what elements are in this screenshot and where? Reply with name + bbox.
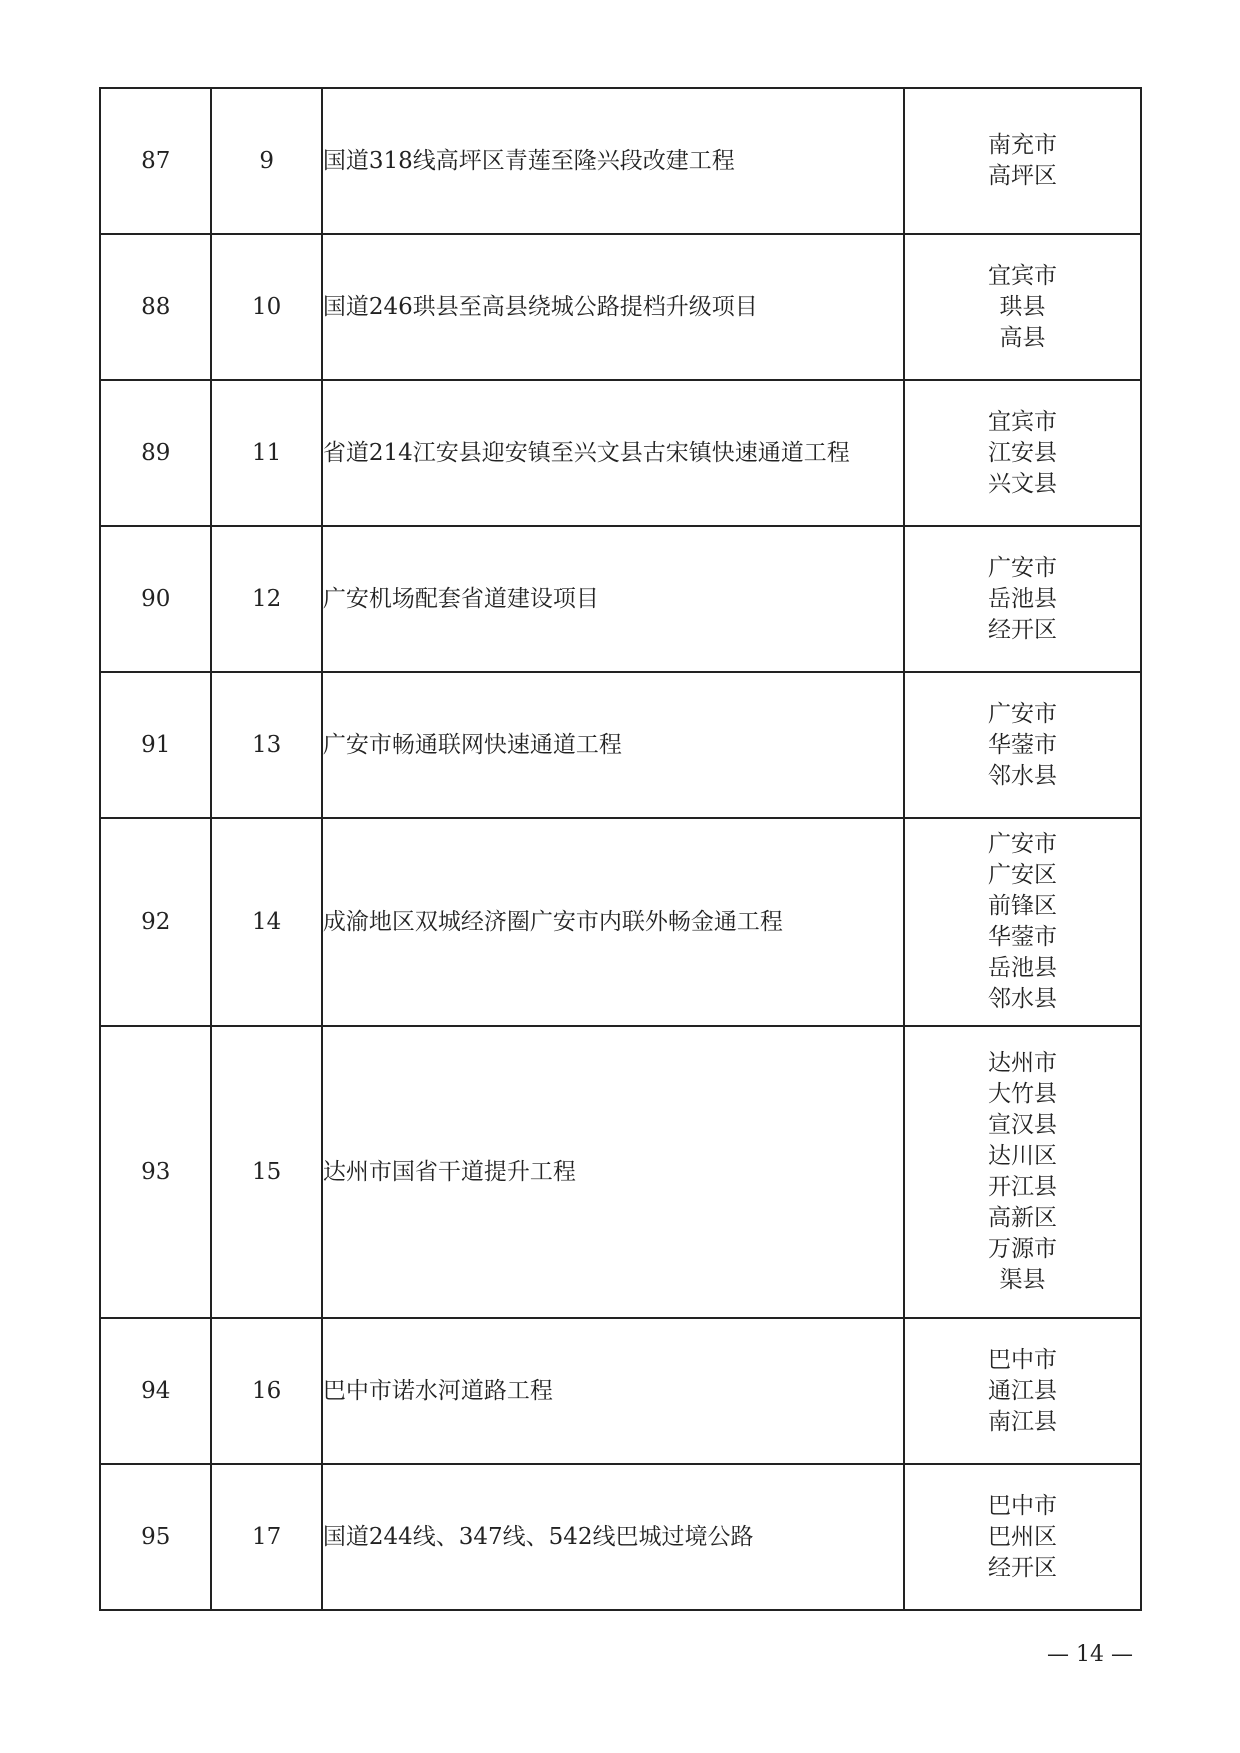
region-cell [904,1318,1141,1464]
region-name: 达州市 [988,1050,1058,1076]
region-name: 经开区 [988,616,1058,643]
row-seq-number: 95 [100,1464,211,1610]
row-sub-number: 13 [211,672,321,818]
row-seq-number: 93 [100,1026,211,1318]
project-name: 国道244线、347线、542线巴城过境公路 [322,1464,904,1610]
table-row [100,1464,1141,1610]
row-sub-number: 9 [211,88,321,234]
table-row [100,818,1141,1026]
region-cell [904,1464,1141,1610]
row-sub-number: 12 [211,526,321,672]
region-name: 华蓥市 [988,924,1058,950]
region-name: 广安市 [988,554,1058,581]
row-seq-number: 92 [100,818,211,1026]
region-cell [904,234,1141,380]
row-seq-number: 90 [100,526,211,672]
region-name: 邻水县 [988,762,1058,789]
project-name: 广安机场配套省道建设项目 [322,526,904,672]
table-row [100,1026,1141,1318]
project-table [99,87,1142,1611]
row-seq-number: 88 [100,234,211,380]
row-sub-number: 14 [211,818,321,1026]
table-row [100,526,1141,672]
region-name: 华蓥市 [988,731,1058,758]
project-name: 广安市畅通联网快速通道工程 [322,672,904,818]
region-cell [904,818,1141,1026]
row-sub-number: 10 [211,234,321,380]
row-seq-number: 94 [100,1318,211,1464]
region-name: 万源市 [988,1236,1058,1262]
region-name: 高县 [999,324,1046,351]
region-name: 宜宾市 [988,408,1058,435]
region-name: 岳池县 [988,585,1058,612]
region-name: 大竹县 [988,1081,1058,1107]
project-name: 国道246珙县至高县绕城公路提档升级项目 [322,234,904,380]
project-name: 成渝地区双城经济圈广安市内联外畅金通工程 [322,818,904,1026]
region-name: 前锋区 [988,893,1058,919]
project-name: 国道318线高坪区青莲至隆兴段改建工程 [322,88,904,234]
row-sub-number: 16 [211,1318,321,1464]
region-name: 邻水县 [988,986,1058,1012]
region-cell [904,380,1141,526]
row-sub-number: 11 [211,380,321,526]
region-name: 渠县 [999,1267,1046,1293]
region-name: 达川区 [988,1143,1058,1169]
row-seq-number: 91 [100,672,211,818]
region-name: 南江县 [988,1408,1058,1435]
region-name: 高新区 [988,1205,1058,1231]
region-name: 南充市 [988,132,1058,158]
row-sub-number: 17 [211,1464,321,1610]
region-name: 广安市 [988,831,1058,857]
region-name: 宣汉县 [988,1112,1058,1138]
region-name: 广安市 [988,700,1058,727]
row-sub-number: 15 [211,1026,321,1318]
page-number: — 14 — [1047,1642,1133,1667]
region-cell [904,1026,1141,1318]
region-name: 高坪区 [988,163,1058,189]
region-cell [904,672,1141,818]
project-name: 巴中市诺水河道路工程 [322,1318,904,1464]
project-name: 省道214江安县迎安镇至兴文县古宋镇快速通道工程 [322,380,904,526]
region-name: 巴中市 [988,1346,1058,1373]
table-row [100,672,1141,818]
region-name: 通江县 [988,1377,1058,1404]
region-name: 兴文县 [988,470,1058,497]
table-row [100,380,1141,526]
region-name: 巴州区 [988,1523,1058,1550]
region-name: 宜宾市 [988,262,1058,289]
table-row [100,1318,1141,1464]
row-seq-number: 87 [100,88,211,234]
table-row [100,88,1141,234]
project-name: 达州市国省干道提升工程 [322,1026,904,1318]
region-name: 巴中市 [988,1492,1058,1519]
project-table-body [100,88,1141,1610]
row-seq-number: 89 [100,380,211,526]
region-name: 广安区 [988,862,1058,888]
region-cell [904,88,1141,234]
region-name: 珙县 [999,293,1046,320]
region-cell [904,526,1141,672]
region-name: 岳池县 [988,955,1058,981]
region-name: 经开区 [988,1554,1058,1581]
region-name: 江安县 [988,439,1058,466]
table-row [100,234,1141,380]
region-name: 开江县 [988,1174,1058,1200]
